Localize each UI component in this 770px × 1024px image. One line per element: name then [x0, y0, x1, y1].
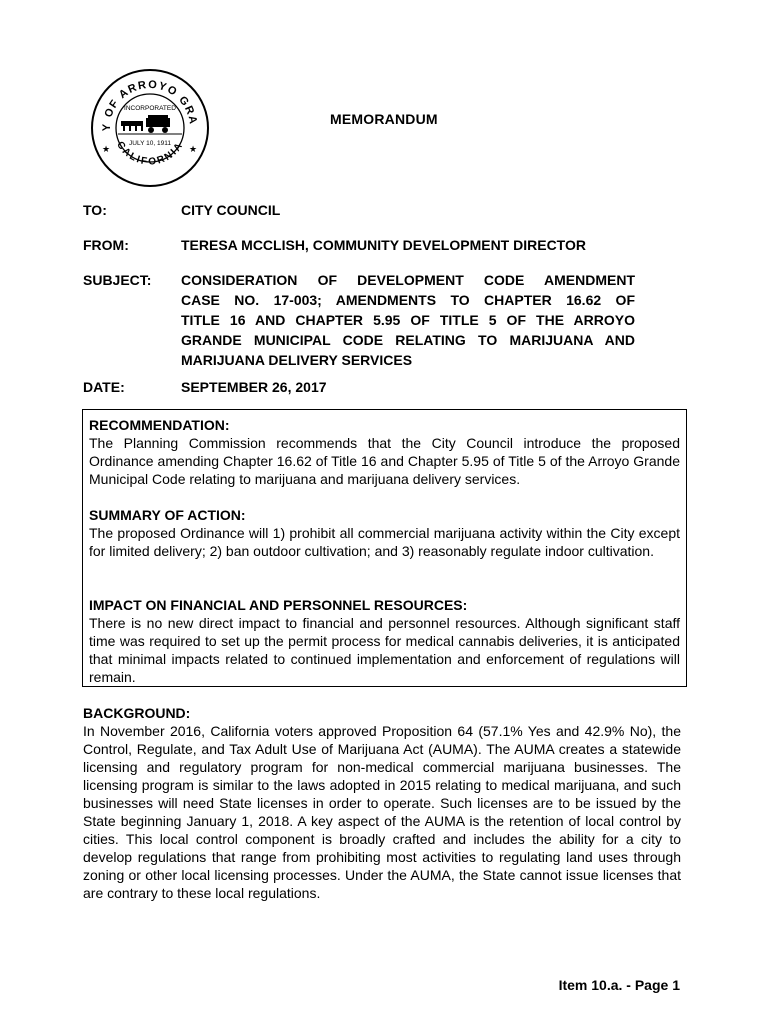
summary-body: The proposed Ordinance will 1) prohibit all commercial marijuana activity within the City except for limited delivery; 2) ban outdoor cultivation; and 3) reasonably regulate indoor cultivation. — [89, 525, 680, 559]
subject-label: SUBJECT: — [83, 272, 152, 288]
summary-section — [89, 506, 680, 560]
background-body: In November 2016, California voters approved Proposition 64 (57.1% Yes and 42.9% No), the Control, Regulate, and Tax Adult Use of Marijuana Act (AUMA). The AUMA creates a statewide licensing and regulatory program for non-medical commercial marijuana businesses. The licensing program is similar to the laws adopted in 2015 relating to medical marijuana, and such businesses will need State licenses in order to operate. Such licenses are to be issued by the State beginning January 1, 2018. A key aspect of the AUMA is the retention of local control by cities. This local control component is broadly crafted and includes the ability for a city to develop regulations that range from prohibiting most activities to regulating land uses through zoning or other local licensing processes. Under the AUMA, the State cannot issue licenses that are contrary to these local regulations. — [83, 723, 681, 901]
background-heading: BACKGROUND: — [83, 705, 191, 721]
subject-line: TITLE 16 AND CHAPTER 5.95 OF TITLE 5 OF THE ARROYO — [181, 312, 635, 328]
subject-line: GRANDE MUNICIPAL CODE RELATING TO MARIJUANA AND — [181, 332, 635, 348]
star-icon: ★ — [102, 145, 111, 155]
impact-section — [89, 596, 680, 686]
seal-bottom-text: CALIFORNIA — [114, 139, 186, 168]
date-label: DATE: — [83, 379, 125, 395]
page-footer: Item 10.a. - Page 1 — [558, 977, 680, 993]
to-value: CITY COUNCIL — [181, 202, 281, 218]
seal-date: JULY 10, 1911 — [129, 140, 171, 147]
summary-heading: SUMMARY OF ACTION: — [89, 507, 246, 523]
svg-text:CITY OF ARROYO GRANDE — [88, 66, 199, 131]
subject-line: MARIJUANA DELIVERY SERVICES — [181, 352, 413, 368]
seal-top-text: Y OF ARROYO GRA — [100, 78, 200, 132]
impact-body: There is no new direct impact to financial and personnel resources. Although significant staff time was required to set up the permit process for medical cannabis deliveries, it is anticipated that minimal impacts related to continued implementation and enforcement of regulations will remain. — [89, 615, 680, 685]
background-section — [83, 704, 681, 902]
to-label: TO: — [83, 202, 107, 218]
subject-line: CONSIDERATION OF DEVELOPMENT CODE AMENDMENT — [181, 272, 635, 288]
memo-title: MEMORANDUM — [330, 111, 438, 127]
recommendation-body: The Planning Commission recommends that the City Council introduce the proposed Ordinance amending Chapter 16.62 of Title 16 and Chapter 5.95 of Title 5 of the Arroyo Grande Municipal Code relating to marijuana and marijuana delivery services. — [89, 435, 680, 487]
stagecoach-icon — [121, 115, 170, 133]
subject-line: CASE NO. 17-003; AMENDMENTS TO CHAPTER 16.62 OF — [181, 292, 635, 308]
from-value: TERESA MCCLISH, COMMUNITY DEVELOPMENT DIRECTOR — [181, 237, 586, 253]
from-label: FROM: — [83, 237, 129, 253]
impact-heading: IMPACT ON FINANCIAL AND PERSONNEL RESOURCES: — [89, 597, 468, 613]
seal-incorporated: INCORPORATED — [124, 105, 176, 112]
city-seal — [88, 66, 212, 190]
star-icon: ★ — [189, 145, 198, 155]
recommendation-section — [89, 416, 680, 488]
date-value: SEPTEMBER 26, 2017 — [181, 379, 327, 395]
subject-value — [181, 270, 635, 370]
recommendation-heading: RECOMMENDATION: — [89, 417, 230, 433]
